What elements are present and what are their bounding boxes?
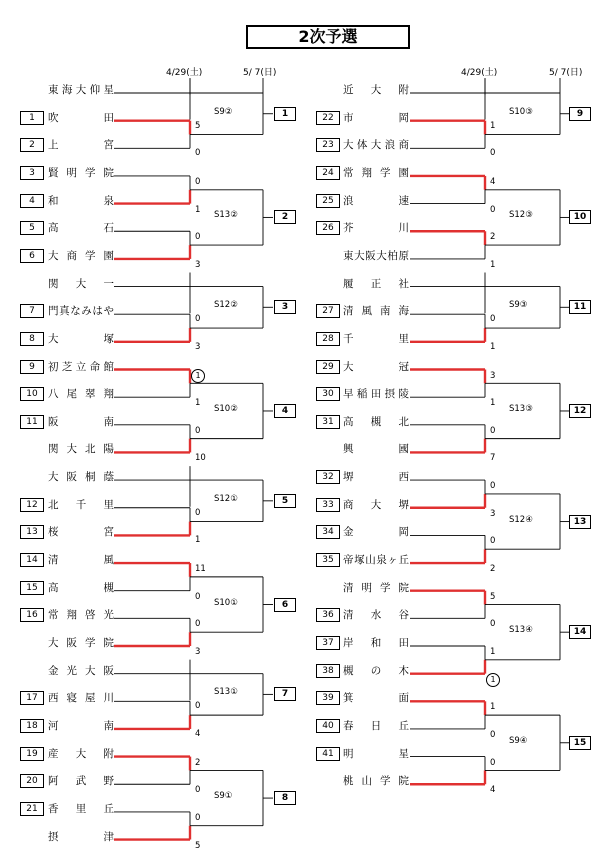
match-score: 10 [195,453,206,464]
team-name: 賢 明 学 院 [48,166,114,179]
team-name: 市 岡 [343,111,409,124]
team-name: 北 千 里 [48,498,114,511]
match-score: 3 [195,341,201,352]
team-name: 摂 津 [48,830,114,843]
seed-number: 25 [316,194,340,208]
match-score: 0 [490,314,496,325]
match-score: 0 [195,591,201,602]
match-score: 0 [490,619,496,630]
match-score: 0 [195,314,201,325]
match-score: 3 [195,259,201,270]
match-label: S9③ [509,300,528,311]
team-name: 履 正 社 [343,277,409,290]
match-label: S9④ [509,735,528,746]
match-score: 0 [195,148,201,159]
match-score: 1 [195,535,201,546]
match-label: S9② [214,106,233,117]
seed-number: 9 [20,360,44,374]
seed-number: 16 [20,608,44,622]
match-number: 8 [274,791,296,805]
team-name: 大 商 学 園 [48,249,114,262]
seed-number: 11 [20,415,44,429]
team-name: 大 冠 [343,360,409,373]
match-number: 13 [569,515,591,529]
team-name: 清 風 南 海 [343,305,409,318]
seed-number: 23 [316,138,340,152]
team-name: 関 大 北 陽 [48,443,114,456]
seed-number: 13 [20,525,44,539]
match-label: S13④ [509,625,533,636]
team-name: 東 大 阪 大 柏 原 [343,249,409,262]
match-score: 11 [195,564,206,575]
match-score: 0 [490,204,496,215]
match-score: 2 [490,564,496,575]
seed-number: 34 [316,525,340,539]
seed-number: 39 [316,691,340,705]
match-score: 0 [195,232,201,243]
team-name: 春 日 丘 [343,719,409,732]
team-name: 堺 西 [343,471,409,484]
team-name: 門 真 な み は や [48,305,114,318]
team-name: 阿 武 野 [48,775,114,788]
seed-number: 33 [316,498,340,512]
match-score: 0 [195,812,201,823]
team-name: 箕 面 [343,692,409,705]
team-name: 和 泉 [48,194,114,207]
seed-number: 22 [316,111,340,125]
match-number: 9 [569,107,591,121]
team-name: 阪 南 [48,415,114,428]
team-name: 大 阪 学 院 [48,637,114,649]
team-name: 上 宮 [48,139,114,152]
match-score: 3 [490,508,496,519]
seed-number: 15 [20,581,44,595]
seed-number: 36 [316,608,340,622]
team-name: 高 槻 北 [343,415,409,428]
team-name: 清 水 谷 [343,609,409,622]
team-name: 大 塚 [48,332,114,345]
match-label: S10③ [509,106,533,117]
match-score: 4 [195,728,201,739]
match-score: 0 [195,507,201,518]
match-score: 5 [195,840,201,851]
match-score: 7 [490,453,496,464]
seed-number: 30 [316,387,340,401]
match-number: 6 [274,598,296,612]
match-score: 2 [490,232,496,243]
match-score: 4 [490,785,496,796]
seed-number: 7 [20,304,44,318]
team-name: 早 稲 田 摂 陵 [343,388,409,401]
match-label: S13① [214,687,238,698]
seed-number: 8 [20,332,44,346]
match-number: 11 [569,300,591,314]
match-label: S13③ [509,403,533,414]
match-number: 14 [569,625,591,639]
seed-number: 24 [316,166,340,180]
seed-number: 18 [20,719,44,733]
seed-number: 4 [20,194,44,208]
match-score: 1 [490,120,496,131]
team-name: 帝 塚 山 泉 ヶ 丘 [343,554,409,567]
team-name: 商 大 堺 [343,498,409,511]
match-score: 0 [195,619,201,630]
match-score: 1 [490,702,496,713]
team-name: 芥 川 [343,222,409,235]
seed-number: 37 [316,636,340,650]
match-score: 1 [490,341,496,352]
match-number: 1 [274,107,296,121]
seed-number: 32 [316,470,340,484]
team-name: 金 岡 [343,526,409,539]
match-score: 0 [195,425,201,436]
date-header-right-round2: 5/ 7(日) [549,68,583,78]
team-name: 槻 の 木 [343,664,409,677]
seed-number: 14 [20,553,44,567]
match-score: 5 [490,591,496,602]
match-label: S9① [214,791,233,802]
seed-number: 5 [20,221,44,235]
team-name: 高 石 [48,222,114,235]
team-name: 常 翔 啓 光 [48,609,114,622]
date-header-left-round1: 4/29(土) [166,68,203,78]
team-name: 近 大 附 [343,84,409,96]
team-name: 八 尾 翠 翔 [48,388,114,401]
match-label: S10① [214,597,238,608]
team-name: 大 阪 桐 蔭 [48,471,114,484]
seed-number: 21 [20,802,44,816]
team-name: 吹 田 [48,111,114,124]
score-circled: 1 [191,369,205,383]
match-score: 3 [490,370,496,381]
match-number: 2 [274,210,296,224]
team-name: 東 海 大 仰 星 [48,84,114,96]
date-header-left-round2: 5/ 7(日) [243,68,277,78]
match-score: 0 [490,481,496,492]
page-title: 2次予選 [246,25,410,49]
team-name: 産 大 附 [48,747,114,760]
match-score: 1 [490,398,496,409]
team-name: 千 里 [343,332,409,345]
seed-number: 12 [20,498,44,512]
seed-number: 41 [316,747,340,761]
team-name: 岸 和 田 [343,637,409,649]
seed-number: 38 [316,664,340,678]
team-name: 桃 山 学 院 [343,775,409,788]
seed-number: 6 [20,249,44,263]
match-score: 0 [195,785,201,796]
seed-number: 28 [316,332,340,346]
seed-number: 40 [316,719,340,733]
seed-number: 31 [316,415,340,429]
seed-number: 17 [20,691,44,705]
seed-number: 20 [20,774,44,788]
match-score: 0 [490,425,496,436]
match-number: 5 [274,494,296,508]
team-name: 香 里 丘 [48,802,114,815]
match-score: 0 [195,176,201,187]
team-name: 関 大 一 [48,277,114,290]
team-name: 浪 速 [343,194,409,207]
seed-number: 29 [316,360,340,374]
match-label: S12④ [509,514,533,525]
team-name: 初 芝 立 命 館 [48,360,114,373]
team-name: 興 國 [343,443,409,456]
seed-number: 10 [20,387,44,401]
match-label: S13② [214,210,238,221]
match-score: 1 [490,647,496,657]
team-name: 金 光 大 阪 [48,664,114,677]
match-number: 10 [569,210,591,224]
match-score: 3 [195,647,201,657]
date-header-right-round1: 4/29(土) [461,68,498,78]
match-score: 0 [490,536,496,547]
team-name: 大 体 大 浪 商 [343,139,409,152]
match-number: 12 [569,404,591,418]
match-label: S10② [214,403,238,414]
seed-number: 1 [20,111,44,125]
team-name: 河 南 [48,719,114,732]
match-label: S12② [214,300,238,311]
match-number: 4 [274,404,296,418]
match-score: 0 [490,729,496,740]
seed-number: 27 [316,304,340,318]
score-circled: 1 [486,673,500,687]
team-name: 西 寝 屋 川 [48,692,114,705]
seed-number: 35 [316,553,340,567]
match-number: 15 [569,736,591,750]
match-number: 7 [274,687,296,701]
team-name: 常 翔 学 園 [343,166,409,179]
match-score: 1 [490,259,496,270]
team-name: 明 星 [343,747,409,760]
team-name: 清 風 [48,554,114,567]
match-score: 5 [195,120,201,131]
match-score: 0 [490,148,496,159]
match-score: 0 [490,757,496,768]
match-score: 1 [195,204,201,215]
team-name: 清 明 学 院 [343,581,409,594]
match-label: S12③ [509,210,533,221]
seed-number: 26 [316,221,340,235]
match-score: 2 [195,757,201,768]
team-name: 高 槻 [48,581,114,594]
match-score: 4 [490,176,496,187]
match-score: 1 [195,398,201,409]
match-score: 0 [195,701,201,712]
seed-number: 19 [20,747,44,761]
match-number: 3 [274,300,296,314]
team-name: 桜 宮 [48,526,114,539]
seed-number: 3 [20,166,44,180]
seed-number: 2 [20,138,44,152]
match-label: S12① [214,493,238,504]
